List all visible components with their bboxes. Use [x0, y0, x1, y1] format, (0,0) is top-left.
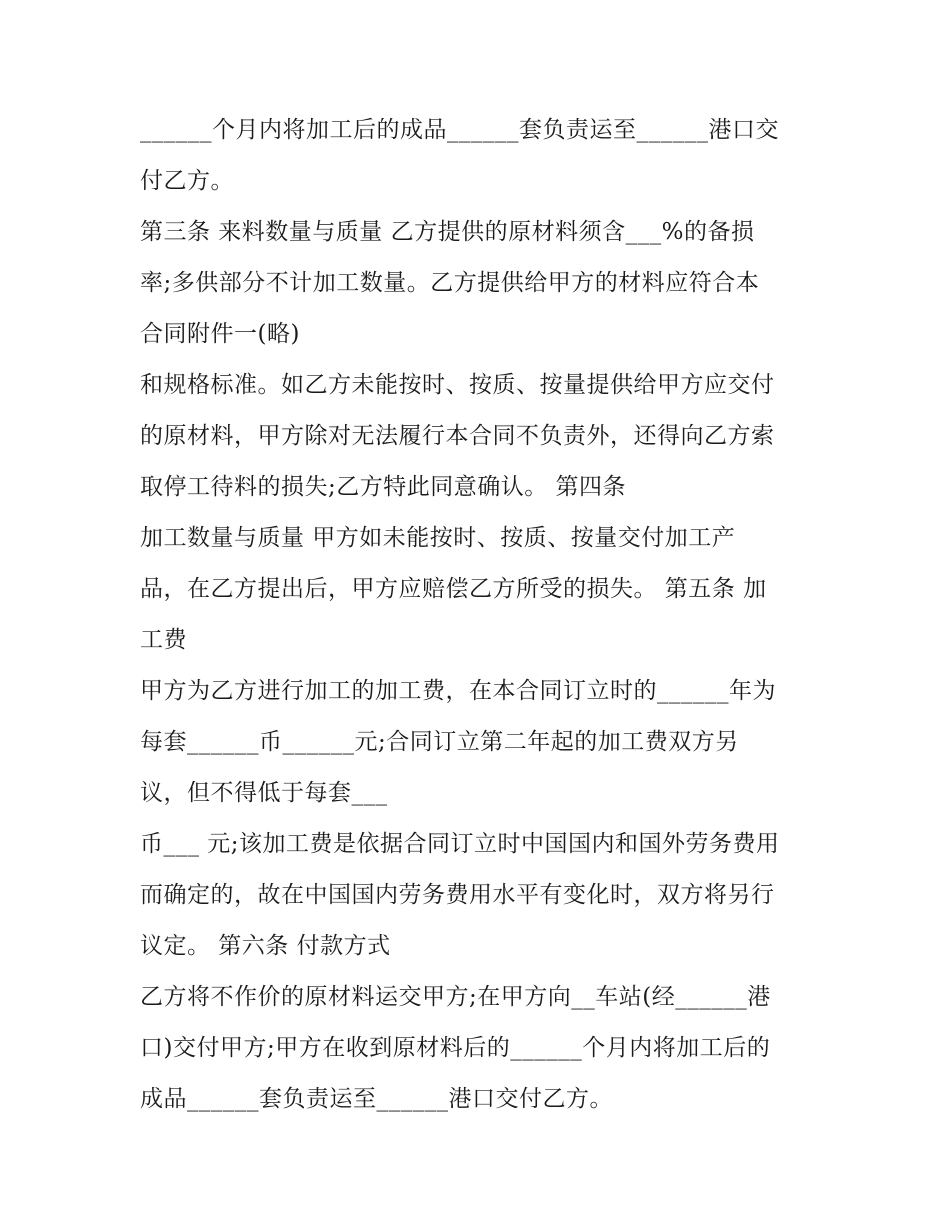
text-line: 取停工待料的损失;乙方特此同意确认。 第四条 [140, 474, 627, 500]
text-line: 合同附件一(略) [140, 321, 300, 347]
text-line: 乙方将不作价的原材料运交甲方;在甲方向__车站(经______港 [140, 984, 771, 1010]
text-line: 每套______币______元;合同订立第二年起的加工费双方另 [140, 729, 739, 755]
text-line: 甲方为乙方进行加工的加工费，在本合同订立时的______年为 [140, 678, 776, 704]
text-line: 成品______套负责运至______港口交付乙方。 [140, 1086, 613, 1112]
text-line: 而确定的，故在中国国内劳务费用水平有变化时，双方将另行 [140, 882, 775, 908]
text-line: 议定。 第六条 付款方式 [140, 933, 391, 959]
text-line: ______个月内将加工后的成品______套负责运至______港口交 [140, 117, 779, 143]
text-line: 工费 [140, 627, 187, 653]
text-line: 议，但不得低于每套___ [140, 780, 388, 806]
text-line: 第三条 来料数量与质量 乙方提供的原材料须含___%的备损 [140, 219, 755, 245]
text-line: 币___ 元;该加工费是依据合同订立时中国国内和国外劳务费用 [140, 831, 780, 857]
text-line: 口)交付甲方;甲方在收到原材料后的______个月内将加工后的 [140, 1035, 771, 1061]
text-line: 和规格标准。如乙方未能按时、按质、按量提供给甲方应交付 [140, 372, 775, 398]
text-line: 率;多供部分不计加工数量。乙方提供给甲方的材料应符合本 [140, 270, 760, 296]
text-line: 的原材料，甲方除对无法履行本合同不负责外，还得向乙方索 [140, 423, 775, 449]
text-line: 品，在乙方提出后，甲方应赔偿乙方所受的损失。 第五条 加 [140, 576, 767, 602]
text-line: 加工数量与质量 甲方如未能按时、按质、按量交付加工产 [140, 525, 736, 551]
text-line: 付乙方。 [140, 168, 234, 194]
